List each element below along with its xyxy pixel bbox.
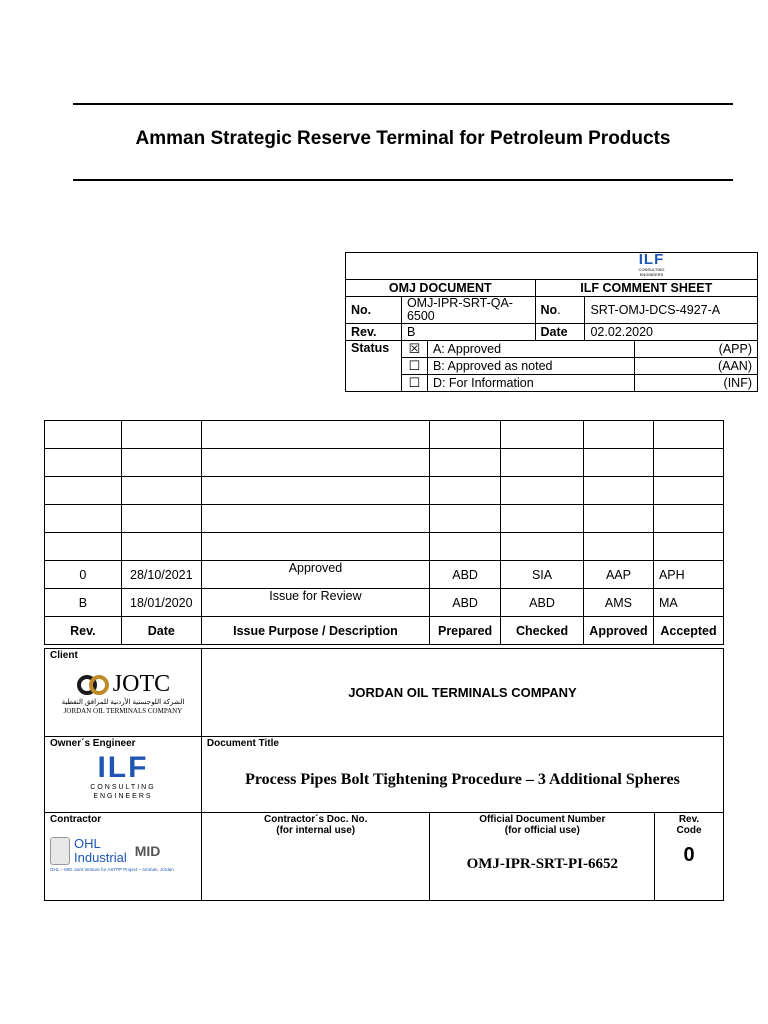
jotc-logo bbox=[50, 671, 196, 715]
prepared-cell: ABD bbox=[430, 589, 501, 617]
table-row bbox=[45, 477, 724, 505]
header-date: Date bbox=[121, 617, 201, 645]
accepted-cell: MA bbox=[653, 589, 723, 617]
jotc-logo-text: JOTC bbox=[112, 671, 171, 697]
ilf-logo: ILF CONSULTING ENGINEERS bbox=[638, 251, 665, 277]
table-row bbox=[45, 449, 724, 477]
official-doc-sub: (for official use) bbox=[504, 825, 580, 836]
description-cell: Approved bbox=[201, 561, 429, 589]
client-name: JORDAN OIL TERMINALS COMPANY bbox=[201, 649, 723, 737]
rev-cell: 0 bbox=[45, 561, 122, 589]
status-text-approved: A: Approved bbox=[427, 341, 634, 358]
header-accepted: Accepted bbox=[653, 617, 723, 645]
status-checkbox-approved-as-noted[interactable]: ☐ bbox=[401, 358, 427, 375]
checked-cell: SIA bbox=[501, 561, 584, 589]
rev-cell: B bbox=[45, 589, 122, 617]
rev-label: Rev. bbox=[346, 324, 402, 341]
status-label: Status bbox=[346, 341, 402, 392]
ilf-engineer-logo: ILF CONSULTING ENGINEERS bbox=[90, 751, 156, 800]
header-checked: Checked bbox=[501, 617, 584, 645]
table-row bbox=[45, 589, 724, 617]
omj-no-value: OMJ-IPR-SRT-QA-6500 bbox=[401, 297, 535, 324]
revision-header-row bbox=[45, 617, 724, 645]
document-title: Process Pipes Bolt Tightening Procedure – 3 Additional Spheres bbox=[245, 771, 680, 788]
revision-table bbox=[44, 420, 724, 645]
document-title-cell bbox=[201, 737, 723, 813]
prepared-cell: ABD bbox=[430, 561, 501, 589]
rev-code: 0 bbox=[683, 844, 695, 866]
title-rule bbox=[73, 179, 733, 181]
date-cell: 18/01/2020 bbox=[121, 589, 201, 617]
status-checkbox-approved[interactable]: ☒ bbox=[401, 341, 427, 358]
client-cell bbox=[45, 649, 202, 737]
omj-no-label: No. bbox=[346, 297, 402, 324]
ilf-logo-cell bbox=[346, 253, 758, 280]
official-doc-label: Official Document Number bbox=[479, 814, 606, 825]
status-code-for-information: (INF) bbox=[635, 375, 758, 392]
date-label: Date bbox=[535, 324, 585, 341]
checked-cell: ABD bbox=[501, 589, 584, 617]
contractor-cell bbox=[45, 813, 202, 901]
contractor-logo: OHL Industrial MID bbox=[50, 837, 196, 865]
date-cell: 28/10/2021 bbox=[121, 561, 201, 589]
contractor-doc-cell bbox=[201, 813, 430, 901]
ilf-comment-heading: ILF COMMENT SHEET bbox=[535, 280, 757, 297]
header-description: Issue Purpose / Description bbox=[201, 617, 429, 645]
page-title: Amman Strategic Reserve Terminal for Petroleum Products bbox=[135, 128, 671, 149]
omj-document-heading: OMJ DOCUMENT bbox=[346, 280, 536, 297]
title-block bbox=[44, 648, 724, 901]
document-title-label: Document Title bbox=[206, 738, 279, 749]
jotc-logo-arabic: الشركة اللوجستية الأردنية للمرافق النفطية bbox=[61, 699, 185, 706]
official-doc-number: OMJ-IPR-SRT-PI-6652 bbox=[466, 856, 618, 872]
ohl-emblem-icon bbox=[50, 837, 70, 865]
owners-engineer-cell bbox=[45, 737, 202, 813]
approved-cell: AAP bbox=[583, 561, 653, 589]
header-prepared: Prepared bbox=[430, 617, 501, 645]
approved-cell: AMS bbox=[583, 589, 653, 617]
date-value: 02.02.2020 bbox=[585, 324, 758, 341]
contractor-label: Contractor bbox=[50, 814, 102, 825]
header-rev: Rev. bbox=[45, 617, 122, 645]
rev-code-label: Rev. bbox=[678, 814, 700, 825]
contractor-doc-sub: (for internal use) bbox=[276, 825, 356, 836]
ilf-no-label: No. bbox=[535, 297, 585, 324]
description-cell: Issue for Review bbox=[201, 589, 429, 617]
table-row bbox=[45, 561, 724, 589]
status-code-approved-as-noted: (AAN) bbox=[635, 358, 758, 375]
table-row bbox=[45, 505, 724, 533]
accepted-cell: APH bbox=[653, 561, 723, 589]
official-doc-cell bbox=[430, 813, 655, 901]
jotc-logo-sub: JORDAN OIL TERMINALS COMPANY bbox=[63, 707, 183, 715]
rev-code-cell bbox=[655, 813, 724, 901]
status-text-for-information: D: For Information bbox=[427, 375, 634, 392]
contractor-doc-label: Contractor´s Doc. No. bbox=[264, 814, 368, 825]
table-row bbox=[45, 421, 724, 449]
comment-sheet bbox=[345, 252, 758, 392]
client-label: Client bbox=[50, 650, 78, 661]
owners-engineer-label: Owner´s Engineer bbox=[50, 738, 136, 749]
status-code-approved: (APP) bbox=[635, 341, 758, 358]
contractor-caption: OHL – MID Joint Venture for ASTPP Project – Amman, Jordan bbox=[50, 867, 174, 872]
jotc-emblem-icon bbox=[76, 674, 110, 696]
rev-value: B bbox=[401, 324, 535, 341]
status-checkbox-for-information[interactable]: ☐ bbox=[401, 375, 427, 392]
mid-logo-text: MID bbox=[134, 843, 161, 859]
top-rule bbox=[73, 103, 733, 105]
status-text-approved-as-noted: B: Approved as noted bbox=[427, 358, 634, 375]
table-row bbox=[45, 533, 724, 561]
header-approved: Approved bbox=[583, 617, 653, 645]
ilf-no-value: SRT-OMJ-DCS-4927-A bbox=[585, 297, 758, 324]
rev-code-label-2: Code bbox=[676, 825, 702, 836]
